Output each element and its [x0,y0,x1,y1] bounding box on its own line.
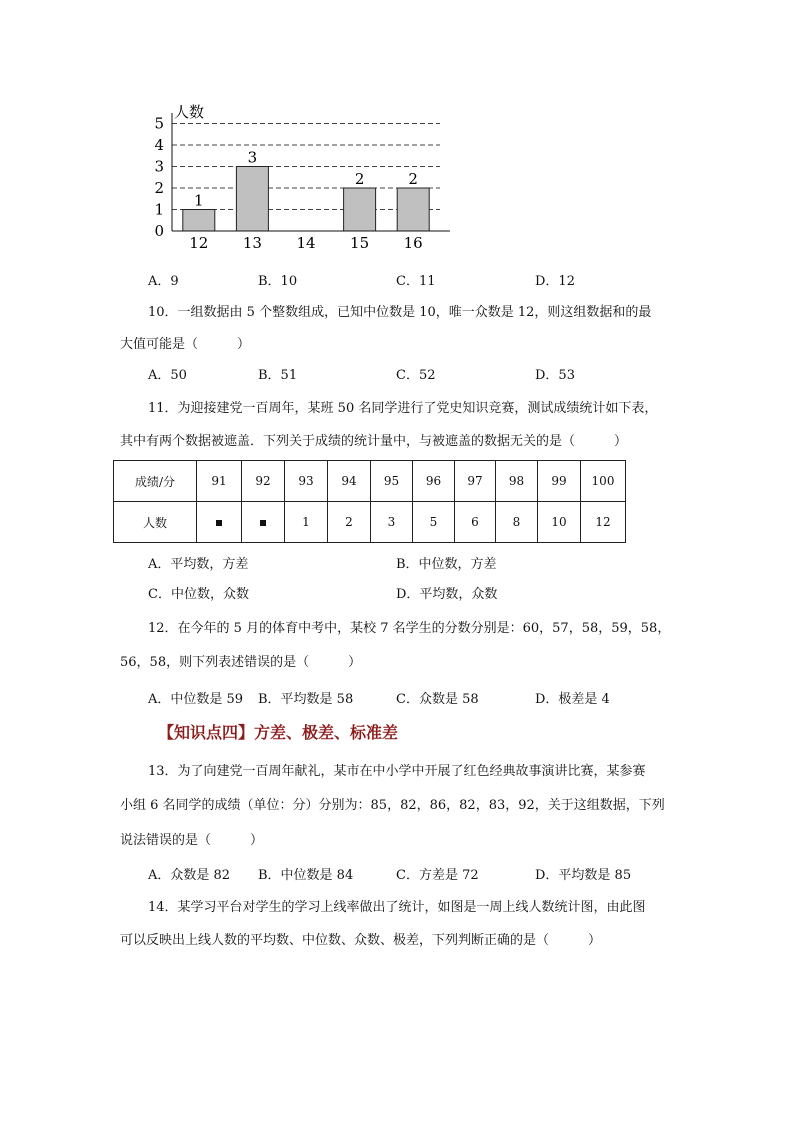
q12-option-b[interactable]: B．平均数是 58 [258,692,354,707]
q11-text-line2: 其中有两个数据被遮盖．下列关于成绩的统计量中，与被遮盖的数据无关的是（ ） [120,434,628,449]
q13-option-d[interactable]: D．平均数是 85 [535,868,632,883]
q9-option-b[interactable]: B．10 [258,274,298,289]
q11-option-a[interactable]: A．平均数，方差 [148,557,249,572]
table-cell: 91 [197,461,242,502]
q12-text-line2: 56，58，则下列表述错误的是（ ） [120,655,362,670]
y-tick-label: 0 [154,222,164,240]
q11-option-b[interactable]: B．中位数，方差 [396,557,497,572]
q13-text-line1: 13．为了向建党一百周年献礼，某市在中小学中开展了红色经典故事演讲比赛，某参赛 [148,764,646,779]
y-tick-label: 3 [154,157,164,176]
q10-option-b[interactable]: B．51 [258,368,298,383]
bar [397,188,429,231]
table-cell-masked [242,502,285,543]
q10-text-line2: 大值可能是（ ） [120,337,251,352]
bar [236,167,268,232]
table-cell: 5 [413,502,455,543]
q9-option-a[interactable]: A．9 [148,274,179,289]
table-cell: 94 [328,461,371,502]
table-cell: 10 [538,502,581,543]
table-cell: 8 [496,502,538,543]
q12-option-c[interactable]: C．众数是 58 [396,692,479,707]
q11-option-c[interactable]: C．中位数，众数 [148,587,249,602]
q12-text-line1: 12．在今年的 5 月的体育中考中，某校 7 名学生的分数分别是：60，57，58，59，58， [148,621,671,636]
q13-option-c[interactable]: C．方差是 72 [396,868,479,883]
bar-value-label: 3 [247,148,258,167]
q10-option-a[interactable]: A．50 [148,368,187,383]
table-row-counts [114,502,626,543]
q11-text-line1: 11．为迎接建党一百周年，某班 50 名同学进行了党史知识竞赛，测试成绩统计如下表， [148,401,658,416]
q14-text-line2: 可以反映出上线人数的平均数、中位数、众数、极差，下列判断正确的是（ ） [120,933,602,948]
table-header-score: 成绩/分 [114,461,197,502]
bar-value-label: 2 [354,170,365,188]
y-tick-label: 2 [154,179,164,197]
table-cell: 97 [455,461,496,502]
table-cell: 98 [496,461,538,502]
q13-option-a[interactable]: A．众数是 82 [148,868,231,883]
mask-square-icon [260,520,266,526]
y-tick-label: 1 [154,200,164,219]
bar-value-label: 2 [408,170,418,188]
q12-option-a[interactable]: A．中位数是 59 [148,692,244,707]
x-tick-label: 16 [403,234,423,252]
q12-option-d[interactable]: D．极差是 4 [535,692,610,707]
q14-text-line1: 14．某学习平台对学生的学习上线率做出了统计，如图是一周上线人数统计图，由此图 [148,900,646,915]
table-cell: 99 [538,461,581,502]
y-tick-label: 5 [154,114,164,133]
table-cell: 100 [581,461,626,502]
x-tick-label: 13 [242,234,262,252]
table-cell-masked [197,502,242,543]
bar [183,210,215,232]
q13-option-b[interactable]: B．中位数是 84 [258,868,354,883]
q11-option-d[interactable]: D．平均数，众数 [396,587,498,602]
q13-text-line2: 小组 6 名同学的成绩（单位：分）分别为：85，82，86，82，83，92，关于这组数据，下列 [120,798,665,813]
bar-value-label: 1 [194,191,204,210]
table-cell: 1 [285,502,328,543]
table-cell: 12 [581,502,626,543]
mask-square-icon [216,520,222,526]
table-cell: 3 [371,502,413,543]
q9-option-c[interactable]: C．11 [396,274,436,289]
x-tick-label: 12 [189,234,209,252]
q10-option-c[interactable]: C．52 [396,368,436,383]
q9-option-d[interactable]: D．12 [535,274,575,289]
y-tick-label: 4 [154,136,164,154]
score-table [113,460,626,543]
table-cell: 96 [413,461,455,502]
q13-text-line3: 说法错误的是（ ） [120,833,264,848]
table-cell: 93 [285,461,328,502]
table-cell: 95 [371,461,413,502]
bar-chart [140,95,460,260]
q10-text-line1: 10．一组数据由 5 个整数组成，已知中位数是 10，唯一众数是 12，则这组数据和的最 [148,305,652,320]
x-tick-label: 15 [350,234,370,252]
q10-option-d[interactable]: D．53 [535,368,575,383]
x-tick-label: 14 [296,234,316,252]
table-cell: 2 [328,502,371,543]
table-cell: 6 [455,502,496,543]
table-row-scores [114,461,626,502]
bar [344,188,376,231]
table-header-count: 人数 [114,502,197,543]
table-cell: 92 [242,461,285,502]
section-heading: 【知识点四】方差、极差、标准差 [158,723,399,742]
y-axis-label: 人数 [174,103,205,121]
